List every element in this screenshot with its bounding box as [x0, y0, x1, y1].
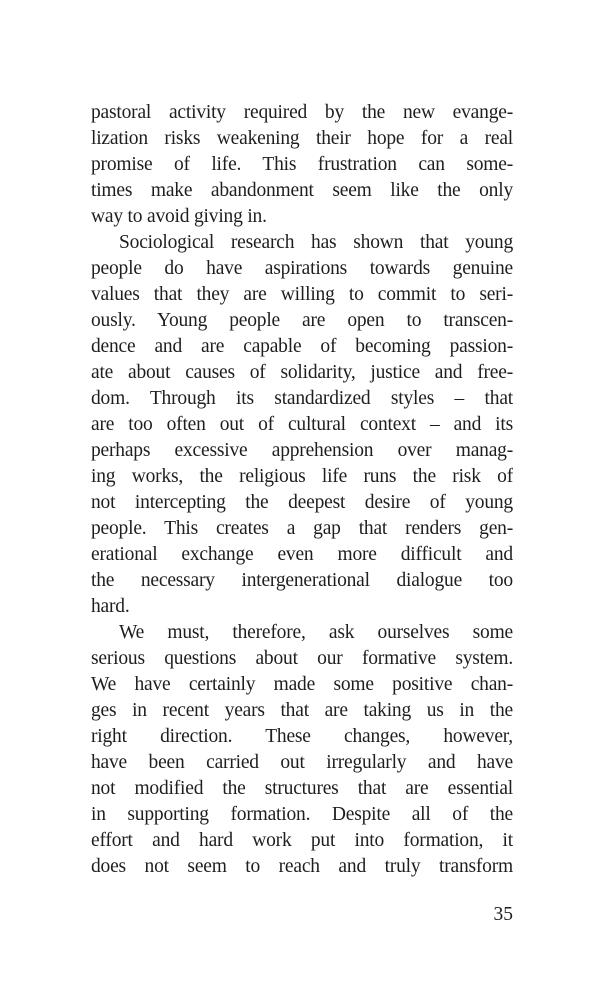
text-line: hard. — [91, 596, 130, 617]
text-line: ate about causes of solidarity, justice and free- — [91, 362, 513, 383]
text-block — [91, 100, 513, 880]
text-line: lization risks weakening their hope for a real — [91, 128, 513, 149]
text-line: the necessary intergenerational dialogue too — [91, 570, 513, 591]
paragraph — [91, 620, 513, 880]
text-line: dom. Through its standardized styles – that — [91, 388, 513, 409]
text-line: does not seem to reach and truly transform — [91, 856, 513, 877]
paragraph — [91, 100, 513, 230]
text-line: way to avoid giving in. — [91, 206, 267, 227]
text-line: ges in recent years that are taking us in the — [91, 700, 513, 721]
text-line: in supporting formation. Despite all of the — [91, 804, 513, 825]
text-line: ing works, the religious life runs the risk of — [91, 466, 513, 487]
text-line: serious questions about our formative system. — [91, 648, 513, 669]
text-line: times make abandonment seem like the only — [91, 180, 513, 201]
text-line: people do have aspirations towards genuine — [91, 258, 513, 279]
text-line: people. This creates a gap that renders gen- — [91, 518, 513, 539]
text-line: We have certainly made some positive chan- — [91, 674, 513, 695]
text-line: promise of life. This frustration can some- — [91, 154, 513, 175]
text-line: values that they are willing to commit to seri- — [91, 284, 513, 305]
text-line: ously. Young people are open to transcen- — [91, 310, 513, 331]
text-line: pastoral activity required by the new evange- — [91, 102, 513, 123]
text-line: dence and are capable of becoming passion- — [91, 336, 513, 357]
text-line: effort and hard work put into formation, it — [91, 830, 513, 851]
text-line: We must, therefore, ask ourselves some — [119, 622, 513, 643]
paragraph — [91, 230, 513, 620]
text-line: right direction. These changes, however, — [91, 726, 513, 747]
text-line: not intercepting the deepest desire of young — [91, 492, 513, 513]
text-line: erational exchange even more difficult and — [91, 544, 513, 565]
page-number: 35 — [493, 904, 513, 925]
text-line: have been carried out irregularly and have — [91, 752, 513, 773]
text-line: are too often out of cultural context – and its — [91, 414, 513, 435]
text-line: perhaps excessive apprehension over manag- — [91, 440, 513, 461]
text-line: Sociological research has shown that young — [119, 232, 513, 253]
text-line: not modified the structures that are essential — [91, 778, 513, 799]
